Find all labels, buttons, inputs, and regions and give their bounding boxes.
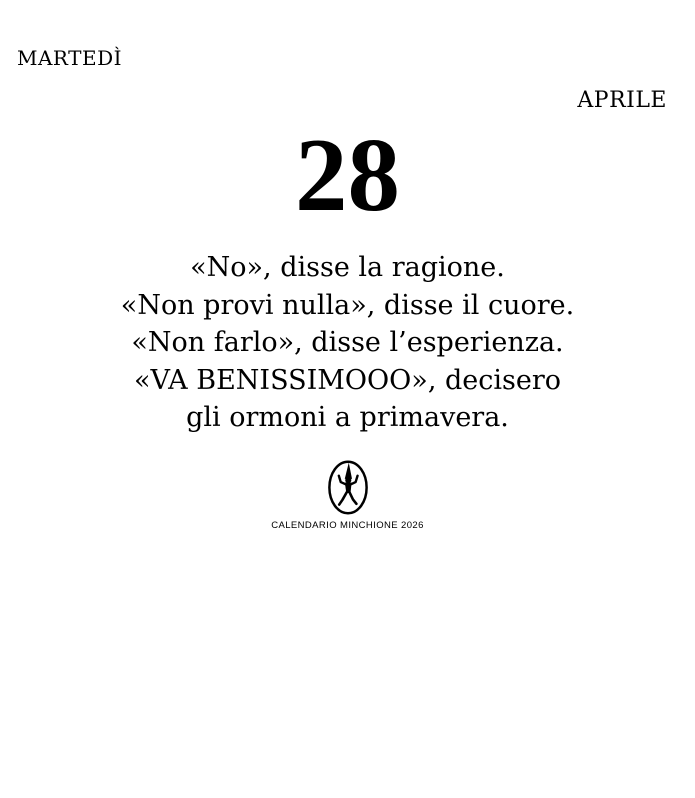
quote-line: «Non farlo», disse l’esperienza.: [131, 327, 564, 358]
month-label: APRILE: [577, 88, 667, 113]
quote-line: «VA BENISSIMOOO», decisero: [133, 364, 562, 396]
quote-line: «No», disse la ragione.: [190, 252, 505, 283]
jester-logo-icon: [0, 459, 695, 516]
weekday-label: MARTEDÌ: [17, 46, 123, 70]
quote-line: «Non provi nulla», disse il cuore.: [120, 289, 575, 321]
quote-block: [0, 249, 695, 437]
footer-caption: CALENDARIO MINCHIONE 2026: [271, 520, 424, 531]
day-number: 28: [295, 116, 400, 233]
quote-line: gli ormoni a primavera.: [186, 402, 509, 433]
